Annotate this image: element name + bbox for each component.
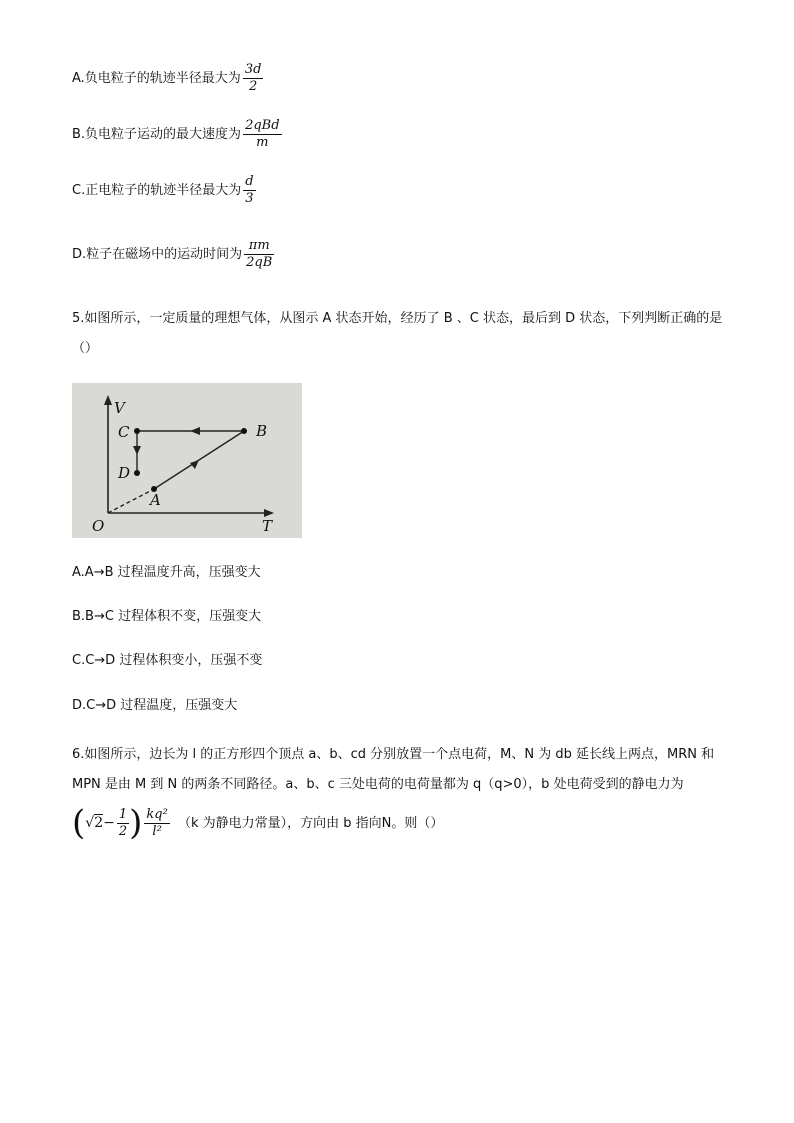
formula-den: l² [144, 823, 169, 840]
option-a-denominator: 2 [243, 78, 264, 95]
formula-minus: − [103, 815, 115, 831]
option-c [72, 174, 256, 207]
option-a-fraction [243, 62, 264, 95]
formula-half-num: 1 [118, 806, 128, 822]
vt-diagram [72, 383, 302, 538]
option-d-fraction [244, 238, 274, 271]
q5-option-a: A.A→B 过程温度升高，压强变大 [72, 565, 261, 580]
v-axis-arrow-icon [104, 395, 112, 405]
option-a-text: A.负电粒子的轨迹半径最大为 [72, 71, 241, 86]
arrow-ab-icon [190, 460, 199, 469]
point-b-dot [241, 428, 247, 434]
t-axis-arrow-icon [264, 509, 274, 517]
label-c: C [118, 423, 130, 441]
option-d-text: D.粒子在磁场中的运动时间为 [72, 247, 243, 262]
formula-sqrt: √2 [85, 815, 104, 831]
formula-half [117, 807, 129, 840]
dashed-line-oa [108, 489, 154, 513]
label-o: O [92, 517, 105, 535]
q5-option-d: D.C→D 过程温度，压强变大 [72, 698, 238, 713]
option-d-denominator: 2qB [246, 255, 273, 270]
formula-num: kq² [146, 806, 168, 822]
q6-formula-line [72, 803, 444, 843]
option-c-fraction [243, 174, 255, 207]
q5-option-b: B.B→C 过程体积不变，压强变大 [72, 609, 262, 624]
option-b-fraction [243, 118, 281, 151]
q6-stem: 6.如图所示，边长为 l 的正方形四个顶点 a、b、cd 分别放置一个点电荷，M、N 为 db 延长线上两点，MRN 和 MPN 是由 M 到 N 的两条不同路径。a、b、c 三处电荷的电荷量都为 q（q>0），b 处电荷受到的静电力为 [72, 747, 715, 792]
option-b-numerator: 2qBd [245, 118, 280, 133]
option-a [72, 62, 263, 95]
q6-tail: （k 为静电力常量），方向由 b 指向N。则（） [177, 815, 444, 831]
option-d [72, 238, 274, 271]
option-d-numerator: πm [248, 238, 270, 253]
point-d-dot [134, 470, 140, 476]
option-b-text: B.负电粒子运动的最大速度为 [72, 127, 242, 142]
vt-diagram-svg [72, 383, 302, 538]
formula-fraction [144, 807, 169, 840]
label-a: A [150, 491, 161, 509]
option-b [72, 118, 282, 151]
formula-sqrt-radicand: 2 [94, 815, 104, 831]
option-c-denominator: 3 [243, 190, 255, 207]
formula-left-paren: ( [72, 803, 86, 843]
label-v: V [114, 399, 125, 417]
label-d: D [118, 464, 131, 482]
arrow-bc-icon [190, 427, 200, 435]
label-t: T [262, 517, 273, 535]
formula-half-den: 2 [118, 823, 128, 839]
q5-option-c: C.C→D 过程体积变小，压强不变 [72, 653, 263, 668]
arrow-cd-icon [133, 446, 141, 455]
q5-stem: 5.如图所示，一定质量的理想气体，从图示 A 状态开始，经历了 B 、C 状态，最后到 D 状态，下列判断正确的是（） [72, 311, 723, 356]
option-c-numerator: d [245, 174, 254, 189]
label-b: B [256, 422, 268, 440]
option-a-numerator: 3d [244, 62, 262, 77]
formula-right-paren: ) [129, 803, 143, 843]
option-c-text: C.正电粒子的轨迹半径最大为 [72, 183, 242, 198]
point-c-dot [134, 428, 140, 434]
option-b-denominator: m [243, 134, 281, 151]
